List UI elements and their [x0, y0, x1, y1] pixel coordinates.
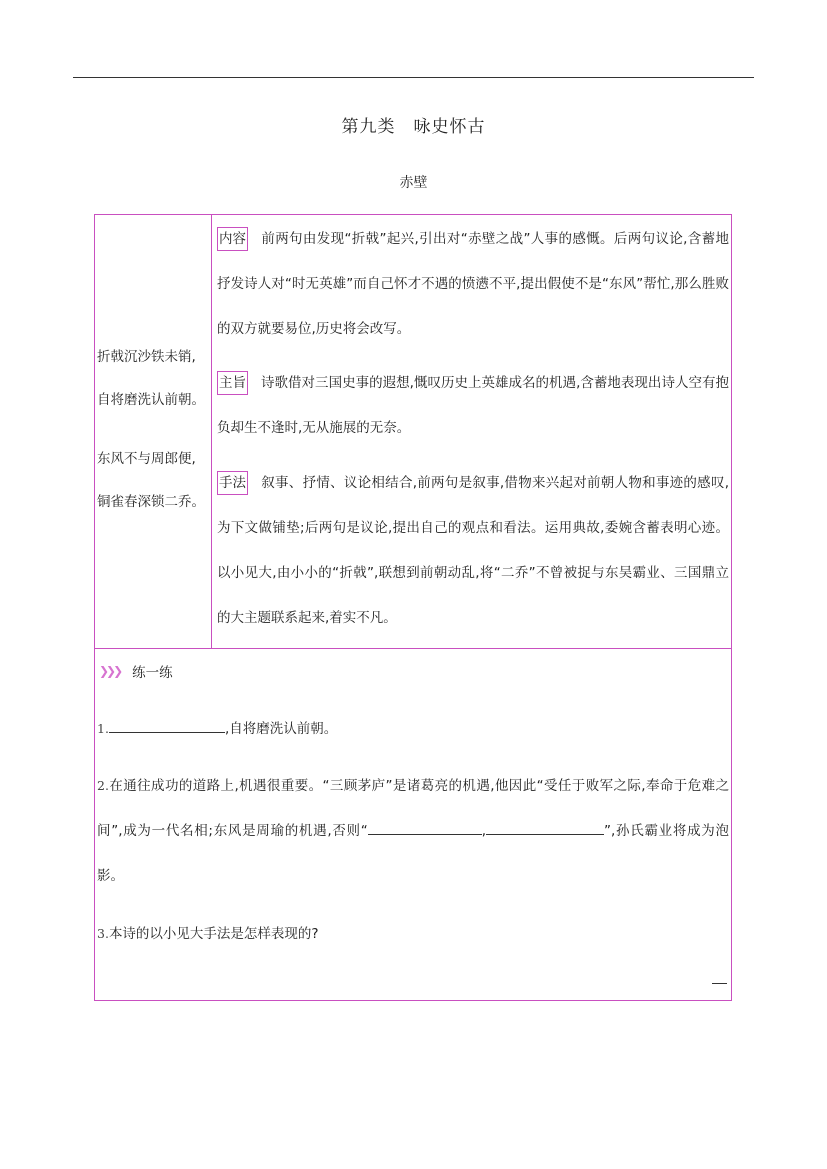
analysis-text: 前两句由发现“折戟”起兴,引出对“赤壁之战”人事的感慨。后两句议论,含蓄地抒发诗人对“时无英雄”而自己怀才不遇的愤懑不平,提出假使不是“东风”帮忙,那么胜败的双方就要易位,历史将会改写。	[217, 231, 729, 337]
header-rule	[73, 77, 754, 78]
answer-blank[interactable]	[368, 820, 482, 835]
poem-line: 折戟沉沙铁未销,	[97, 349, 196, 365]
question-text: 在通往成功的道路上,机遇很重要。“三顾茅庐”是诸葛亮的机遇,他因此“受任于败军之际,奉命于危难之间”,成为一代名相;东风是周瑜的机遇,否则“	[97, 778, 729, 839]
category-title	[0, 112, 827, 137]
poem-line: 东风不与周郎便,	[97, 451, 196, 467]
poem-text-column	[95, 215, 212, 648]
question-text: ”,孙氏霸业将成为泡影。	[97, 823, 729, 884]
practice-heading	[99, 661, 173, 681]
practice-heading-label: 练一练	[132, 665, 173, 681]
analysis-technique	[217, 461, 729, 641]
question-number: 2.	[97, 778, 109, 793]
analysis-column	[213, 215, 731, 648]
question-2	[97, 763, 729, 899]
triple-chevron-icon: ❯❯❯	[99, 664, 121, 678]
analysis-text: 叙事、抒情、议论相结合,前两句是叙事,借物来兴起对前朝人物和事迹的感叹,为下文做铺垫;后两句是议论,提出自己的观点和看法。运用典故,委婉含蓄表明心迹。以小见大,由小小的“折戟”,联想到前朝动乱,将“二乔”不曾被捉与东吴霸业、三国鼎立的大主题联系起来,着实不凡。	[217, 475, 729, 626]
category-name: 咏史怀古	[413, 117, 486, 137]
question-text: 本诗的以小见大手法是怎样表现的?	[108, 926, 319, 942]
question-number: 3.	[97, 926, 109, 941]
analysis-theme	[217, 361, 729, 451]
question-number: 1.	[97, 721, 109, 736]
answer-line-end	[712, 983, 727, 984]
practice-section	[95, 649, 731, 1000]
tag-content: 内容	[217, 227, 248, 251]
poem-title: 赤壁	[399, 175, 428, 191]
analysis-section	[95, 215, 731, 649]
question-3	[97, 911, 729, 957]
analysis-content	[217, 217, 729, 352]
poem-line: 自将磨洗认前朝。	[97, 392, 205, 408]
category-number: 第九类	[341, 117, 396, 137]
analysis-text: 诗歌借对三国史事的遐想,慨叹历史上英雄成名的机遇,含蓄地表现出诗人空有抱负却生不逢时,无从施展的无奈。	[217, 375, 729, 436]
question-text: ,自将磨洗认前朝。	[224, 721, 338, 737]
answer-blank[interactable]	[486, 820, 604, 835]
tag-technique: 手法	[217, 471, 248, 495]
answer-blank[interactable]	[109, 718, 225, 733]
question-text: ,	[481, 823, 487, 839]
question-1	[97, 706, 729, 752]
poem-line: 铜雀春深锁二乔。	[97, 494, 205, 510]
study-card	[94, 214, 732, 1001]
tag-theme: 主旨	[217, 371, 248, 395]
